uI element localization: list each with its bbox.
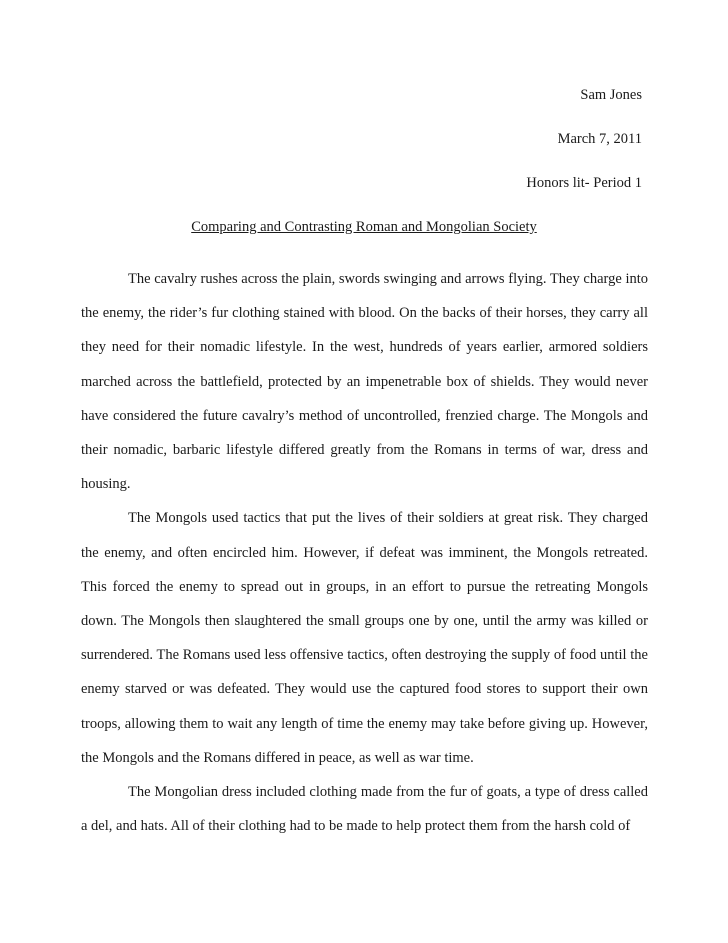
paragraph-intro: The cavalry rushes across the plain, swords swinging and arrows flying. They charge into the enemy, the rider’s fur clothing stained with blood. On the backs of their horses, they carry all they need for their nomadic lifestyle. In the west, hundreds of years earlier, armored soldiers marched across the battlefield, protected by an impenetrable box of shields. They would never have considered the future cavalry’s method of uncontrolled, frenzied charge. The Mongols and their nomadic, barbaric lifestyle differed greatly from the Romans in terms of war, dress and housing. xyxy=(81,271,648,493)
essay-date: March 7, 2011 xyxy=(557,131,642,147)
essay-body xyxy=(81,262,648,843)
paragraph-war: The Mongols used tactics that put the lives of their soldiers at great risk. They charged the enemy, and often encircled him. However, if defeat was imminent, the Mongols retreated. This forced the enemy to spread out in groups, in an effort to pursue the retreating Mongols down. The Mongols then slaughtered the small groups one by one, until the army was killed or surrendered. The Romans used less offensive tactics, often destroying the supply of food until the enemy starved or was defeated. They would use the captured food stores to support their own troops, allowing them to wait any length of time the enemy may take before giving up. However, the Mongols and the Romans differed in peace, as well as war time. xyxy=(81,510,648,766)
paragraph-dress: The Mongolian dress included clothing made from the fur of goats, a type of dress called a del, and hats. All of their clothing had to be made to help protect them from the harsh cold of xyxy=(81,784,648,835)
author-name: Sam Jones xyxy=(580,87,642,103)
essay-title: Comparing and Contrasting Roman and Mongolian Society xyxy=(191,219,537,235)
class-period: Honors lit- Period 1 xyxy=(526,175,642,191)
